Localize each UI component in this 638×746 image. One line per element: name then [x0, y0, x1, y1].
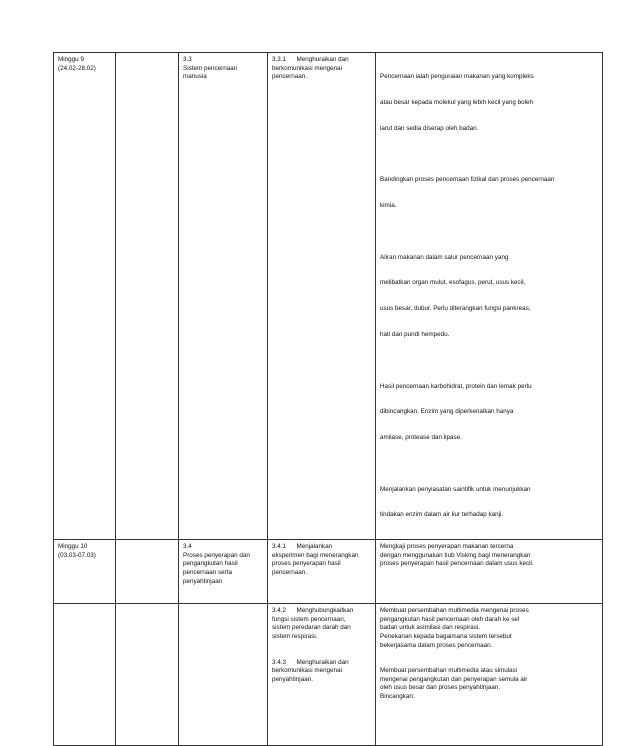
notes-paragraph: [380, 159, 598, 228]
standard-line: proses penyerapan hasil: [272, 560, 341, 568]
notes-line: dibincangkan. Enzim yang diperkenalkan hanya: [380, 408, 514, 416]
standard-line: 3.4.2 Menghubungkaitkan: [272, 607, 354, 615]
topic-line: pengangkutan hasil: [183, 560, 238, 568]
notes-paragraph: [380, 56, 598, 151]
notes-line: Bandingkan proses pencernaan fizikal dan proses pencernaan: [380, 176, 555, 184]
notes-line: proses penyerapan hasil pencernaan dalam usus kecil.: [380, 560, 534, 568]
notes-block: [380, 667, 598, 701]
notes-cell: [376, 540, 603, 604]
standard-line: sistem respirasi.: [272, 633, 318, 641]
notes-line: Membuat persembahan multimedia mengenai proses: [380, 607, 529, 615]
notes-line: mengenai pengangkutan dan penyerapan semula air: [380, 675, 528, 683]
standard-line: pencernaan.: [272, 569, 308, 577]
notes-line: Penekanan kepada bagaimana sistem tersebut: [380, 633, 512, 641]
standard-cell: [268, 604, 376, 746]
notes-line: Membuat persembahan multimedia atau simulasi: [380, 667, 518, 675]
notes-cell: [376, 53, 603, 540]
standard-cell: [268, 540, 376, 604]
standard-line: 3.4.3 Menghuraikan dan: [272, 658, 349, 666]
notes-block: [380, 607, 598, 650]
notes-line: bekerjasama dalam proses pencernaan.: [380, 641, 493, 649]
notes-line: Pencernaan ialah penguraian makanan yang kompleks: [380, 73, 534, 81]
lesson-plan-table: [53, 52, 603, 746]
topic-cell: [179, 540, 268, 604]
standard-line: berkomunikasi mengenai: [272, 667, 343, 675]
notes-paragraph: [380, 236, 598, 356]
standard-line: sistem peredaran darah dan: [272, 624, 351, 632]
standard-line: pencernaan.: [272, 73, 308, 81]
notes-paragraph: [380, 469, 598, 538]
standard-cell: [268, 53, 376, 540]
standard-line: eksperimen bagi menerangkan: [272, 551, 359, 559]
topic-cell: [179, 604, 268, 746]
standard-line: 3.4.1 Menjalankan: [272, 543, 333, 551]
week-cell: [54, 604, 116, 746]
topic-cell: [179, 53, 268, 540]
notes-line: kimia.: [380, 202, 397, 210]
standard-block: [272, 607, 371, 641]
notes-line: badan untuk asimilasi dan respirasi.: [380, 624, 481, 632]
topic-number: 3.4: [183, 543, 192, 551]
empty-cell: [116, 53, 179, 540]
table-row: [54, 53, 603, 540]
notes-line: oleh usus besar dan proses penyahtinjaan.: [380, 684, 501, 692]
notes-line: Hasil pencernaan karbohidrat, protein dan lemak perlu: [380, 382, 532, 390]
topic-line: manusia: [183, 73, 207, 81]
topic-line: penyahtinjaan: [183, 577, 223, 585]
standard-line: 3.3.1 Menghuraikan dan: [272, 56, 349, 63]
week-cell: [54, 540, 116, 604]
notes-cell: [376, 604, 603, 746]
notes-line: Aliran makanan dalam salur pencernaan yang: [380, 253, 509, 261]
notes-line: Mengkaji proses penyerapan makanan tercerna: [380, 543, 514, 551]
notes-line: Bincangkan:: [380, 693, 415, 700]
standard-line: berkomunikasi mengenai: [272, 64, 343, 72]
topic-line: Proses penyerapan dan: [183, 551, 250, 559]
topic-line: Sistem pencernaan: [183, 64, 238, 72]
notes-line: dengan menggunakan tiub Visking bagi menerangkan: [380, 551, 531, 559]
notes-line: melibatkan organ mulut, esofagus, perut, usus kecil,: [380, 279, 526, 287]
notes-line: pengangkutan hasil pencernaan oleh darah ke sel: [380, 615, 520, 623]
standard-line: penyahtinjaan.: [272, 675, 313, 683]
empty-cell: [116, 540, 179, 604]
notes-line: hati dan pundi hempedu.: [380, 331, 450, 338]
table-row: [54, 604, 603, 746]
table-row: [54, 540, 603, 604]
notes-line: usus besar, dubur. Perlu diterangkan fungsi pankreas,: [380, 305, 531, 313]
notes-line: tindakan enzim dalam air liur terhadap kanji.: [380, 511, 504, 519]
week-label: Minggu 10: [58, 543, 88, 551]
standard-block: [272, 659, 371, 685]
empty-cell: [116, 604, 179, 746]
notes-line: atau besar kepada molekul yang lebih kecil yang boleh: [380, 98, 533, 106]
week-dates: (03.03-07.03): [58, 551, 96, 559]
topic-line: pencernaan serta: [183, 569, 233, 577]
standard-line: fungsi sistem pencernaan,: [272, 615, 346, 623]
notes-line: Menjalankan penyiasatan saintifik untuk menunjukkan: [380, 485, 531, 493]
topic-number: 3.3: [183, 56, 192, 63]
week-cell: [54, 53, 116, 540]
notes-paragraph: [380, 365, 598, 460]
notes-line: larut dan sedia diserap oleh badan.: [380, 124, 479, 132]
week-dates: (24.02-28.02): [58, 64, 96, 72]
week-label: Minggu 9: [58, 56, 84, 63]
notes-line: amilase, protease dan lipase.: [380, 434, 462, 442]
